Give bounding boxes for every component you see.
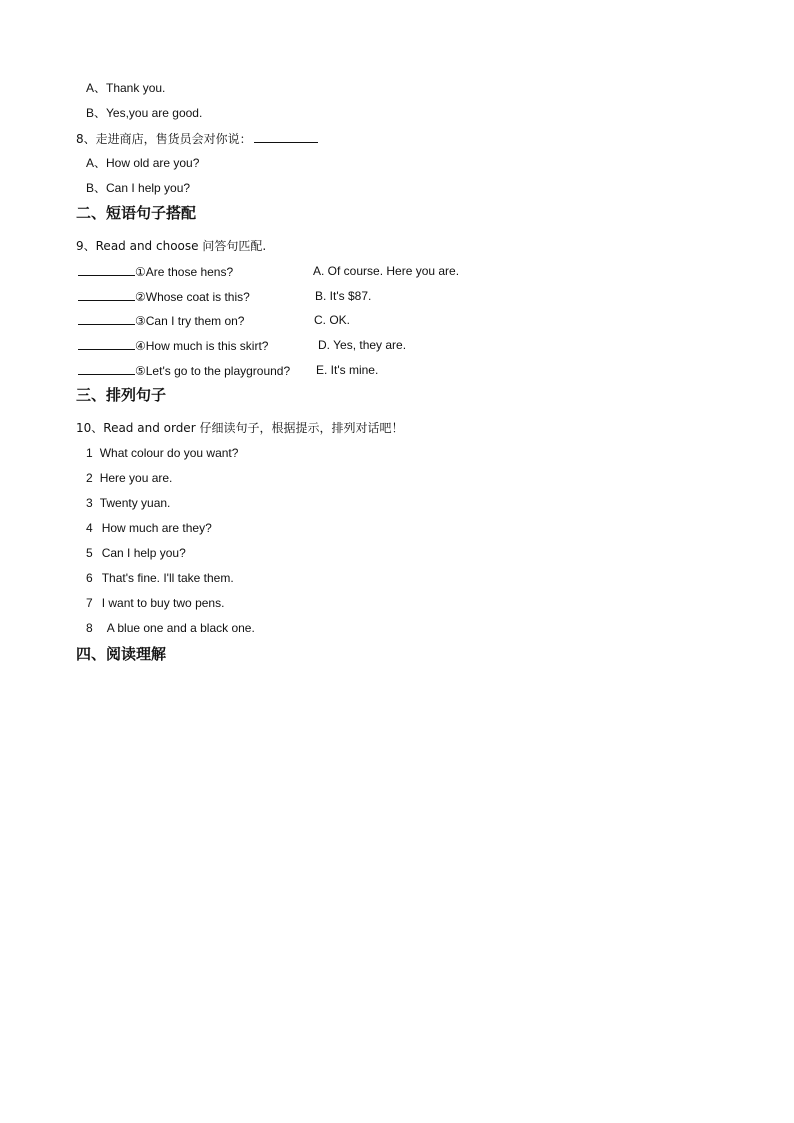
q9-answer-d: D. Yes, they are. bbox=[318, 338, 407, 352]
q10-item-4: 4 How much are they? bbox=[86, 521, 212, 535]
q9-answer-blank-5[interactable] bbox=[78, 362, 135, 375]
q7-option-b: B、Yes,you are good. bbox=[86, 106, 203, 120]
q10-item-7: 7 I want to buy two pens. bbox=[86, 596, 225, 610]
section-4-heading: 四、阅读理解 bbox=[76, 645, 167, 663]
q9-answer-b: B. It's $87. bbox=[315, 289, 372, 303]
q9-question-4: ④How much is this skirt? bbox=[78, 337, 268, 354]
q10-prompt: 10、Read and order 仔细读句子，根据提示，排列对话吧！ bbox=[76, 421, 404, 435]
q10-item-5: 5 Can I help you? bbox=[86, 546, 186, 560]
q9-answer-blank-3[interactable] bbox=[78, 312, 135, 325]
q10-item-3: 3 Twenty yuan. bbox=[86, 496, 171, 510]
q9-answer-blank-1[interactable] bbox=[78, 263, 135, 276]
q8-prompt: 8、走进商店，售货员会对你说： bbox=[76, 132, 252, 146]
q10-item-1: 1 What colour do you want? bbox=[86, 446, 239, 460]
q9-answer-e: E. It's mine. bbox=[316, 363, 379, 377]
q9-answer-c: C. OK. bbox=[314, 313, 351, 327]
q8-option-a: A、How old are you? bbox=[86, 156, 200, 170]
q9-answer-a: A. Of course. Here you are. bbox=[313, 264, 460, 278]
q10-item-2: 2 Here you are. bbox=[86, 471, 173, 485]
q8-option-b: B、Can I help you? bbox=[86, 181, 191, 195]
q9-prompt: 9、Read and choose 问答句匹配. bbox=[76, 239, 267, 253]
section-2-heading: 二、短语句子搭配 bbox=[76, 204, 197, 222]
section-3-heading: 三、排列句子 bbox=[76, 386, 167, 404]
q9-question-3: ③Can I try them on? bbox=[78, 312, 244, 329]
q10-item-6: 6 That's fine. I'll take them. bbox=[86, 571, 234, 585]
q9-question-5: ⑤Let's go to the playground? bbox=[78, 362, 290, 379]
q8-question bbox=[76, 130, 318, 147]
q9-answer-blank-4[interactable] bbox=[78, 337, 135, 350]
q8-answer-blank[interactable] bbox=[254, 130, 318, 143]
q10-item-8: 8 A blue one and a black one. bbox=[86, 621, 255, 635]
q7-option-a: A、Thank you. bbox=[86, 81, 166, 95]
q9-question-1: ①Are those hens? bbox=[78, 263, 233, 280]
q9-answer-blank-2[interactable] bbox=[78, 288, 135, 301]
q9-question-2: ②Whose coat is this? bbox=[78, 288, 250, 305]
